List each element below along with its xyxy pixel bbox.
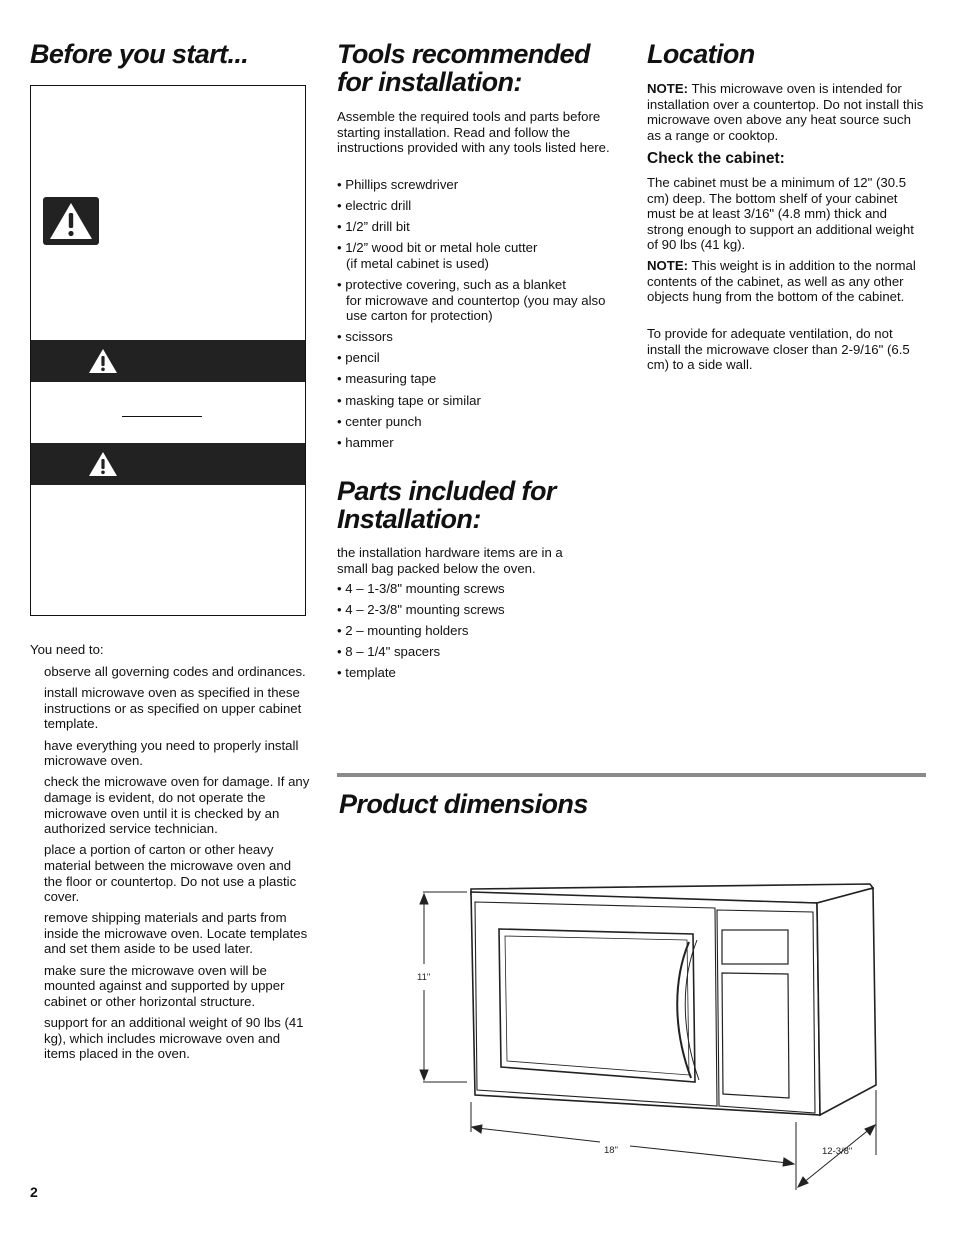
width-dimension-label: 18"	[604, 1145, 618, 1156]
list-item: have everything you need to properly install microwave oven.	[44, 737, 299, 769]
check-cabinet-heading: Check the cabinet:	[647, 150, 785, 167]
list-item: • 8 – 1/4" spacers	[337, 644, 622, 660]
list-item: remove shipping materials and parts from inside the microwave oven. Locate templates and set them aside to be used later.	[44, 910, 308, 957]
depth-dimension-label: 12-3/8"	[822, 1146, 853, 1157]
list-item: make sure the microwave oven will be mounted against and supported by upper cabinet or other horizontal structure.	[44, 962, 285, 1009]
parts-intro: the installation hardware items are in a small bag packed below the oven.	[337, 545, 563, 576]
warning-triangle-icon	[88, 348, 118, 374]
list-item: • center punch	[337, 414, 622, 430]
list-item: • 4 – 1-3/8" mounting screws	[337, 581, 622, 597]
section-divider	[337, 773, 926, 777]
list-item: • 1/2” wood bit or metal hole cutter (if metal cabinet is used)	[337, 240, 622, 271]
you-need-list	[44, 664, 310, 1067]
list-item: observe all governing codes and ordinances.	[44, 664, 306, 679]
you-need-label: You need to:	[30, 642, 104, 657]
list-item: • 2 – mounting holders	[337, 623, 622, 639]
weight-note: NOTE: This weight is in addition to the normal contents of the cabinet, as well as any other objects hung from the bottom of the cabinet.	[647, 258, 916, 305]
list-item: • electric drill	[337, 198, 622, 214]
location-title: Location	[647, 39, 755, 69]
height-dimension-label: 11"	[417, 972, 431, 983]
location-note: NOTE: This microwave oven is intended for installation over a countertop. Do not install this microwave oven above any heat source such as a range or cooktop.	[647, 81, 924, 143]
warning-banner-1	[31, 340, 305, 382]
warning-triangle-icon	[88, 451, 118, 477]
list-item: install microwave oven as specified in these instructions or as specified on upper cabinet template.	[44, 685, 302, 732]
ventilation-text: To provide for adequate ventilation, do not install the microwave closer than 2-9/16" (6.5 cm) to a side wall.	[647, 326, 910, 373]
parts-title-line-2: Installation:	[337, 504, 481, 534]
list-item: • masking tape or similar	[337, 393, 622, 409]
tools-intro: Assemble the required tools and parts before starting installation. Read and follow the instructions provided with any tools listed here.	[337, 109, 610, 156]
warning-symbol-icon	[43, 197, 99, 245]
list-item: check the microwave oven for damage. If any damage is evident, do not operate the microwave oven until it is checked by an authorized service technician.	[44, 774, 310, 837]
list-item: • protective covering, such as a blanket for microwave and countertop (you may also use carton for protection)	[337, 277, 622, 324]
parts-list	[337, 581, 622, 686]
tools-title-line-2: for installation:	[337, 67, 522, 97]
list-item: • Phillips screwdriver	[337, 177, 622, 193]
list-item: • measuring tape	[337, 371, 622, 387]
page-number: 2	[30, 1184, 38, 1200]
list-item: support for an additional weight of 90 lbs (41 kg), which includes microwave oven and items placed in the oven.	[44, 1015, 304, 1062]
list-item: place a portion of carton or other heavy material between the microwave oven and the floor or countertop. Do not use a plastic cover.	[44, 842, 297, 905]
before-you-start-title: Before you start...	[30, 39, 249, 69]
product-dimensions-title: Product dimensions	[339, 789, 588, 819]
parts-title-line-1: Parts included for	[337, 476, 556, 506]
list-item: • hammer	[337, 435, 622, 451]
check-cabinet-text: The cabinet must be a minimum of 12" (30.5 cm) deep. The bottom shelf of your cabinet must be at least 3/16" (4.8 mm) thick and strong enough to support an additional weight of 90 lbs (41 kg).	[647, 175, 914, 253]
list-item: • scissors	[337, 329, 622, 345]
microwave-dimension-drawing	[405, 870, 885, 1195]
list-item: • template	[337, 665, 622, 681]
list-item: • pencil	[337, 350, 622, 366]
tools-list	[337, 177, 622, 456]
tools-title-line-1: Tools recommended	[337, 39, 590, 69]
list-item: • 1/2” drill bit	[337, 219, 622, 235]
list-item: • 4 – 2-3/8" mounting screws	[337, 602, 622, 618]
underline-rule	[122, 416, 202, 417]
warning-banner-2	[31, 443, 305, 485]
warning-box	[30, 85, 306, 616]
